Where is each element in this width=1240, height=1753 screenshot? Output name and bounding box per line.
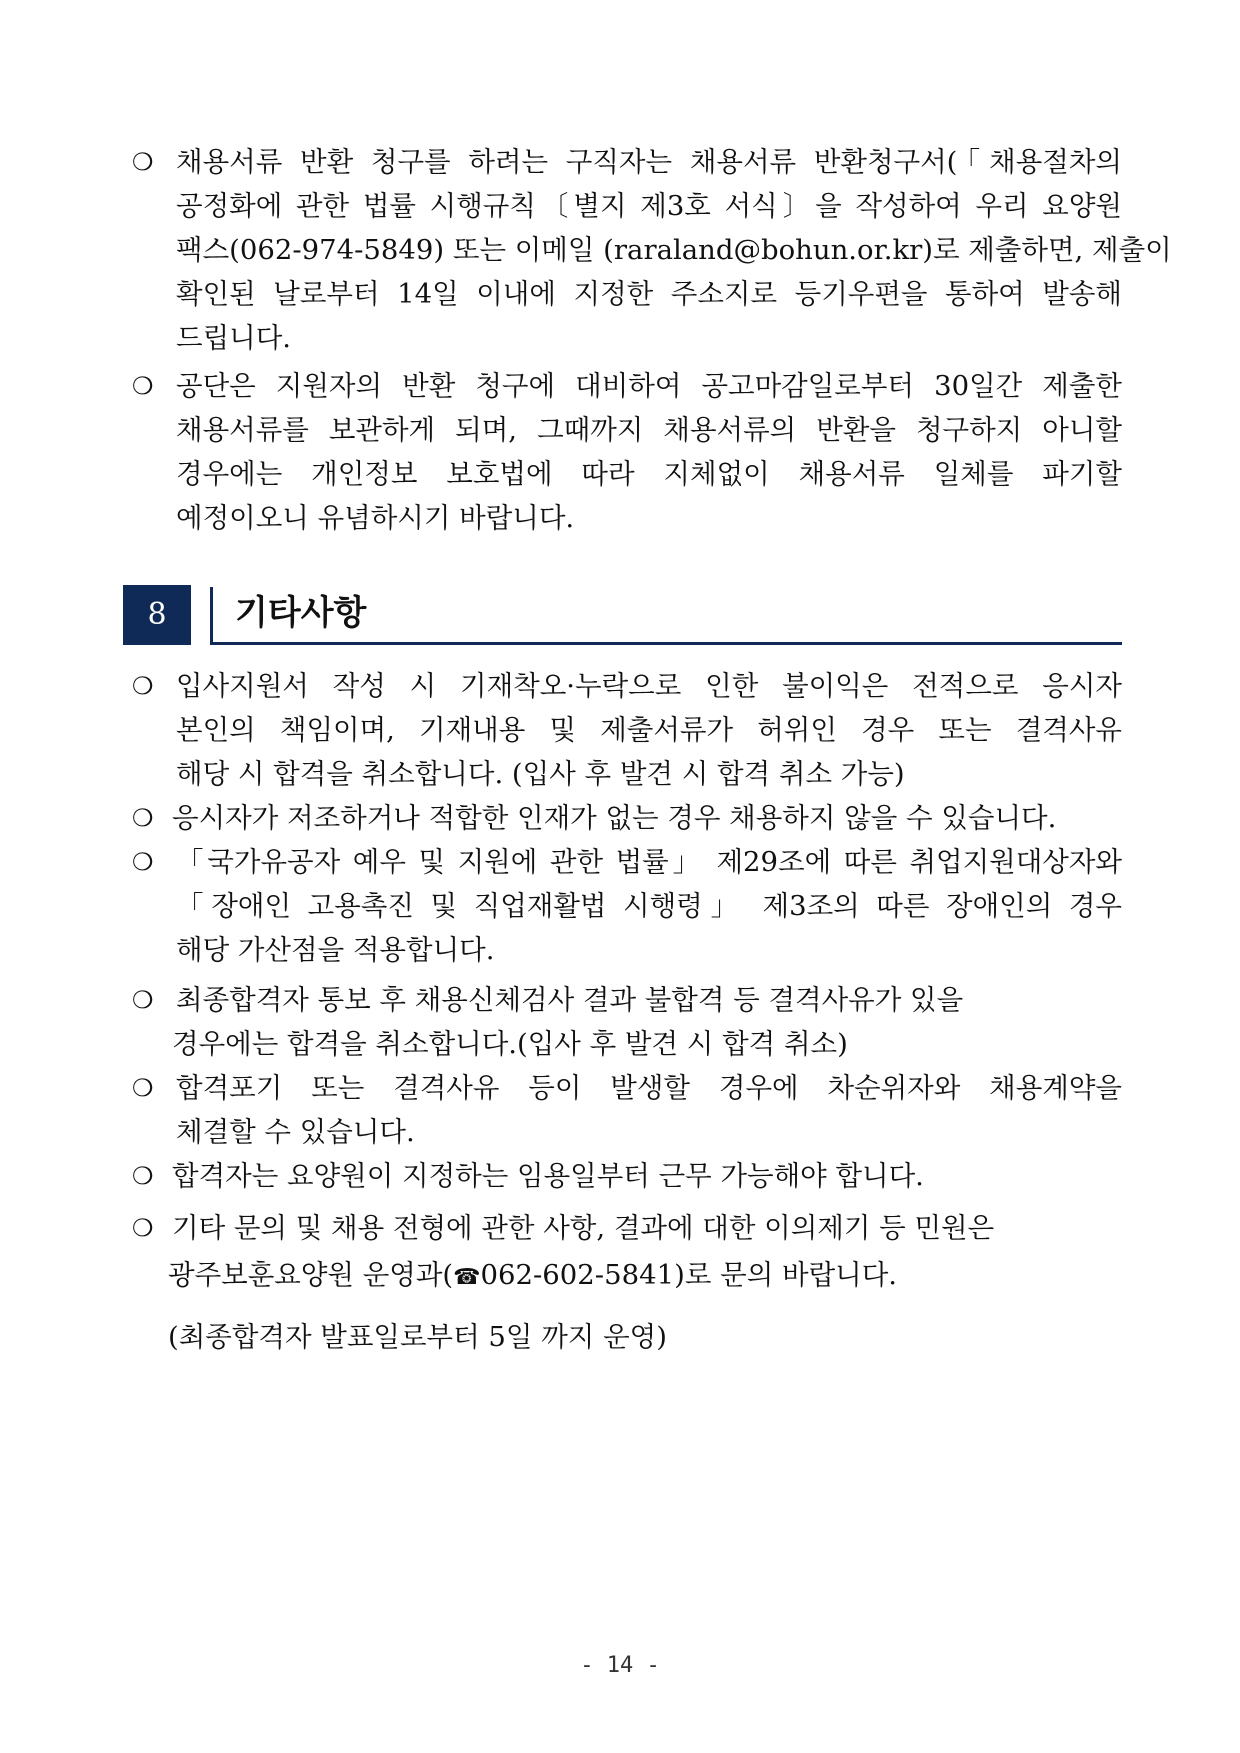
circle-bullet-icon: ❍ bbox=[132, 1162, 154, 1190]
bullet-line bbox=[132, 708, 1122, 752]
bullet-line bbox=[132, 184, 1122, 228]
circle-bullet-icon: ❍ bbox=[132, 1074, 154, 1102]
bullet-item-medical-exam bbox=[132, 978, 1122, 1066]
bullet-line bbox=[132, 796, 1122, 840]
bullet-text: 공단은 지원자의 반환 청구에 대비하여 공고마감일로부터 30일간 제출한 bbox=[176, 370, 1122, 402]
bullet-line bbox=[132, 316, 1122, 360]
section-divider-bar bbox=[210, 587, 213, 645]
bullet-text: 「장애인 고용촉진 및 직업재활법 시행령」 제3조의 따른 장애인의 경우 bbox=[176, 890, 1122, 922]
bullet-text: 확인된 날로부터 14일 이내에 지정한 주소지로 등기우편을 통하여 발송해 bbox=[176, 278, 1122, 310]
bullet-line bbox=[132, 1066, 1122, 1110]
bullet-line bbox=[132, 1110, 1122, 1154]
bullet-line bbox=[132, 928, 1122, 972]
contact-suffix: )로 문의 바랍니다. bbox=[674, 1259, 898, 1291]
bullet-line bbox=[132, 272, 1122, 316]
bullet-text: 드립니다. bbox=[176, 322, 292, 354]
bullet-item-inquiries bbox=[132, 1206, 1122, 1300]
bullet-text: 해당 시 합격을 취소합니다. (입사 후 발견 시 합격 취소 가능) bbox=[176, 758, 905, 790]
bullet-line bbox=[132, 840, 1122, 884]
bullet-line bbox=[132, 1206, 1122, 1250]
section-header bbox=[123, 585, 1122, 645]
bullet-text: 최종합격자 통보 후 채용신체검사 결과 불합격 등 결격사유가 있을 bbox=[176, 984, 964, 1016]
bullet-text: 공정화에 관한 법률 시행규칙〔별지 제3호 서식〕을 작성하여 우리 요양원 bbox=[176, 190, 1122, 222]
bullet-text: 「국가유공자 예우 및 지원에 관한 법률」 제29조에 따른 취업지원대상자와 bbox=[176, 846, 1122, 878]
bullet-line bbox=[132, 664, 1122, 708]
section-number-badge: 8 bbox=[123, 585, 191, 645]
bullet-text: 해당 가산점을 적용합니다. bbox=[176, 934, 495, 966]
bullet-line bbox=[132, 228, 1172, 272]
bullet-line bbox=[132, 452, 1122, 496]
circle-bullet-icon: ❍ bbox=[132, 804, 154, 832]
section-title: 기타사항 bbox=[235, 593, 367, 633]
phone-icon: ☎ bbox=[453, 1265, 481, 1290]
bullet-item-start-date bbox=[132, 1154, 1122, 1198]
bullet-line bbox=[132, 1154, 1122, 1198]
section-underline bbox=[210, 642, 1122, 645]
bullet-item-next-candidate bbox=[132, 1066, 1122, 1154]
operation-period-note: (최종합격자 발표일로부터 5일 까지 운영) bbox=[168, 1321, 667, 1353]
bullet-text: 채용서류 반환 청구를 하려는 구직자는 채용서류 반환청구서(「채용절차의 bbox=[176, 146, 1122, 178]
bullet-text: 응시자가 저조하거나 적합한 인재가 없는 경우 채용하지 않을 수 있습니다. bbox=[172, 802, 1057, 834]
bullet-item-application-errors bbox=[132, 664, 1122, 796]
bullet-line bbox=[132, 408, 1122, 452]
bullet-text: 경우에는 개인정보 보호법에 따라 지체없이 채용서류 일체를 파기할 bbox=[176, 458, 1122, 490]
bullet-line bbox=[132, 1022, 1122, 1066]
contact-prefix: 광주보훈요양원 운영과( bbox=[168, 1259, 454, 1291]
bullet-text: 경우에는 합격을 취소합니다.(입사 후 발견 시 합격 취소) bbox=[172, 1028, 848, 1060]
bullet-item-bonus-points bbox=[132, 840, 1122, 972]
bullet-item-return-request bbox=[132, 140, 1172, 360]
bullet-text: 합격자는 요양원이 지정하는 임용일부터 근무 가능해야 합니다. bbox=[172, 1160, 924, 1192]
bullet-line bbox=[132, 978, 1122, 1022]
bullet-line bbox=[132, 496, 1122, 540]
circle-bullet-icon: ❍ bbox=[132, 1214, 154, 1242]
circle-bullet-icon: ❍ bbox=[132, 672, 154, 700]
bullet-text: 예정이오니 유념하시기 바랍니다. bbox=[176, 502, 575, 534]
bullet-line bbox=[132, 752, 1122, 796]
bullet-line bbox=[132, 140, 1122, 184]
bullet-line bbox=[132, 884, 1122, 928]
bullet-text: 합격포기 또는 결격사유 등이 발생할 경우에 차순위자와 채용계약을 bbox=[176, 1072, 1122, 1104]
bullet-item-no-hire bbox=[132, 796, 1122, 840]
bullet-text: 기타 문의 및 채용 전형에 관한 사항, 결과에 대한 이의제기 등 민원은 bbox=[172, 1212, 995, 1244]
bullet-item-document-retention bbox=[132, 364, 1122, 540]
contact-phone: 062-602-5841 bbox=[480, 1259, 675, 1291]
circle-bullet-icon: ❍ bbox=[132, 986, 154, 1014]
bullet-line bbox=[132, 364, 1122, 408]
bullet-text: 입사지원서 작성 시 기재착오·누락으로 인한 불이익은 전적으로 응시자 bbox=[176, 670, 1122, 702]
page-number: - 14 - bbox=[580, 1653, 660, 1678]
circle-bullet-icon: ❍ bbox=[132, 148, 154, 176]
contact-line bbox=[132, 1250, 1122, 1300]
circle-bullet-icon: ❍ bbox=[132, 848, 154, 876]
bullet-text: 체결할 수 있습니다. bbox=[176, 1116, 415, 1148]
bullet-text: 채용서류를 보관하게 되며, 그때까지 채용서류의 반환을 청구하지 아니할 bbox=[176, 414, 1122, 446]
bullet-text: 팩스(062-974-5849) 또는 이메일 (raraland@bohun.or.kr)로 제출하면, 제출이 bbox=[176, 234, 1172, 266]
bullet-text: 본인의 책임이며, 기재내용 및 제출서류가 허위인 경우 또는 결격사유 bbox=[176, 714, 1122, 746]
contact-text bbox=[168, 1250, 897, 1303]
circle-bullet-icon: ❍ bbox=[132, 372, 154, 400]
